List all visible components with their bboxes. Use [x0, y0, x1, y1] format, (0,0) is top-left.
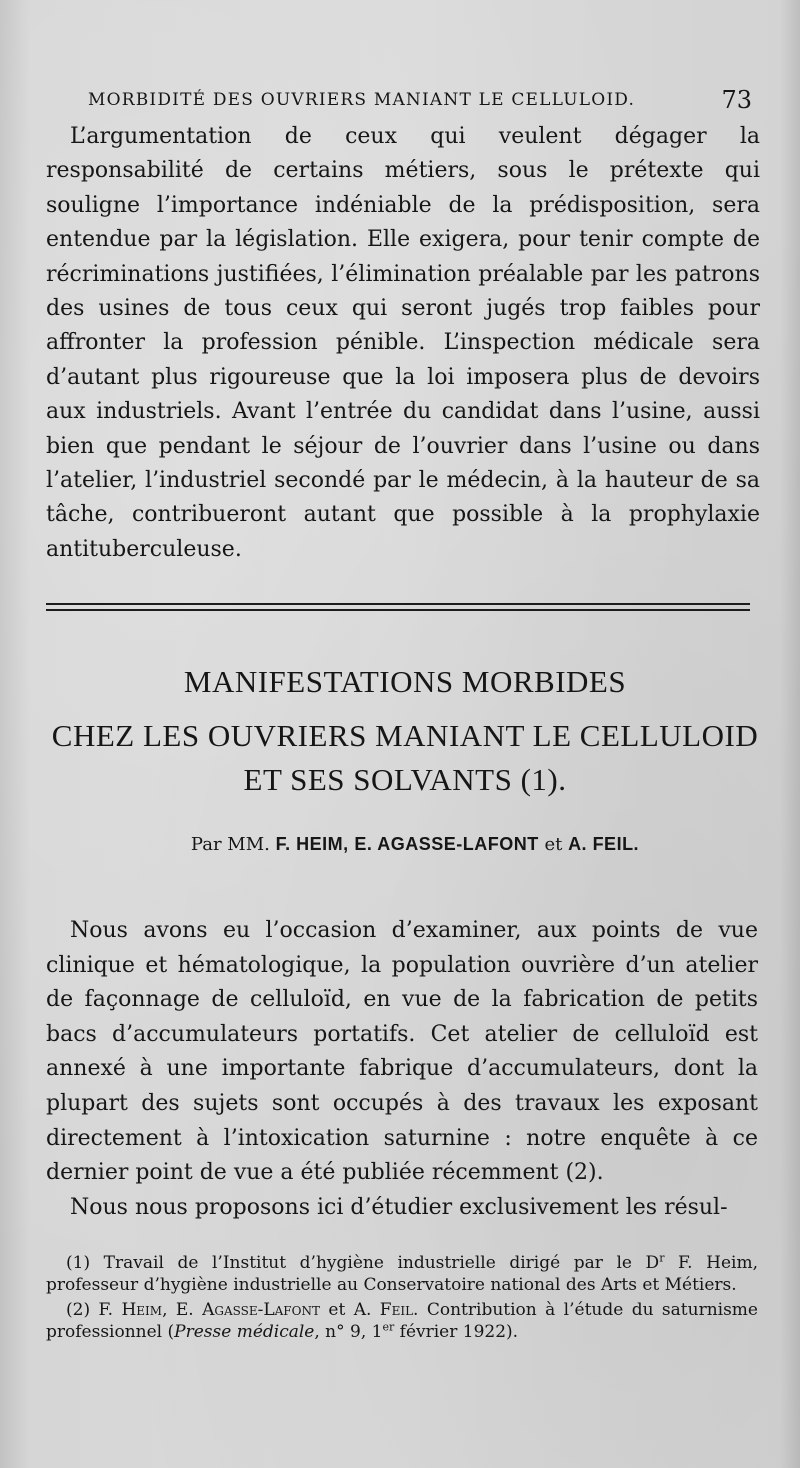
article-title-line-2: CHEZ LES OUVRIERS MANIANT LE CELLULOID	[51, 718, 759, 753]
continuation-paragraph: L’argumentation de ceux qui veulent dégager la responsabilité de certains métiers, sous le prétexte qui souligne l’importance indéniable de la prédisposition, sera entendue par la législation. Elle exigera, pour tenir compte de récriminations justifiées, l’élimination préalable par les patrons des usines de tous ceux qui seront jugés trop faibles pour affronter la profession pénible. L’inspection médicale sera d’autant plus rigoureuse que la loi imposera plus de devoirs aux industriels. Avant l’entrée du candidat dans l’usine, aussi bien que pendant le séjour de l’ouvrier dans l’usine ou dans l’atelier, l’industriel secondé par le médecin, à la hauteur de sa tâche, contribueront autant que possible à la prophylaxie antituberculeuse.	[46, 124, 760, 562]
footnote-1-text-a: Travail de l’Institut d’hygiène industrielle dirigé par le D	[103, 1253, 660, 1273]
footnote-2-marker: (2)	[66, 1300, 91, 1320]
byline-and: et	[544, 834, 563, 855]
article-title-line-1: MANIFESTATIONS MORBIDES	[183, 664, 627, 699]
byline-prefix: Par MM.	[190, 834, 270, 855]
footnote-1	[46, 1253, 758, 1296]
author-heim: F. HEIM,	[275, 834, 349, 854]
author-agasse-lafont: E. AGASSE-LAFONT	[354, 834, 539, 854]
footnote-2-text-b: , n° 9, 1	[314, 1321, 383, 1342]
footnote-2-sup: er	[382, 1319, 395, 1333]
footnote-2-author3: A. Feil	[353, 1300, 414, 1320]
footnote-2-text-c: février 1922).	[394, 1321, 519, 1342]
running-head	[88, 86, 768, 116]
footnotes	[46, 1253, 758, 1343]
body-paragraph-1: Nous avons eu l’occasion d’examiner, aux points de vue clinique et hématologique, la population ouvrière d’un atelier de façonnage de celluloïd, en vue de la fabrication de petits bacs d’accumulateurs portatifs. Cet atelier de celluloïd est annexé à une importante fabrique d’accumulateurs, dont la plupart des sujets sont occupés à des travaux les exposant directement à l’intoxication saturnine : notre enquête à ce dernier point de vue a été publiée récemment (2).	[46, 918, 758, 1186]
author-feil: A. FEIL.	[568, 834, 640, 854]
page-number: 73	[721, 86, 752, 114]
footnote-1-text-b: F. Heim, professeur d’hygiène industrielle au Conservatoire national des Arts et Métiers.	[46, 1253, 758, 1295]
footnote-2-and: et	[319, 1300, 354, 1320]
footnote-2	[46, 1300, 758, 1343]
section-divider-bottom	[46, 609, 750, 611]
running-title: MORBIDITÉ DES OUVRIERS MANIANT LE CELLULOID.	[88, 90, 636, 110]
footnote-2-authors: F. Heim, E. Agasse-Lafont	[98, 1300, 320, 1320]
section-divider-top	[46, 603, 750, 605]
byline	[20, 834, 800, 855]
footnote-2-text-a: . Contribution à l’étude du saturnisme professionnel (	[46, 1300, 758, 1342]
footnote-1-sup: r	[659, 1251, 665, 1265]
article-title-line-3: ET SES SOLVANTS (1).	[243, 762, 567, 797]
body-paragraph-2: Nous nous proposons ici d’étudier exclusivement les résul-	[70, 1194, 728, 1220]
footnote-1-marker: (1)	[66, 1253, 91, 1273]
footnote-2-journal: Presse médicale	[174, 1321, 315, 1342]
article-body	[46, 914, 758, 1225]
